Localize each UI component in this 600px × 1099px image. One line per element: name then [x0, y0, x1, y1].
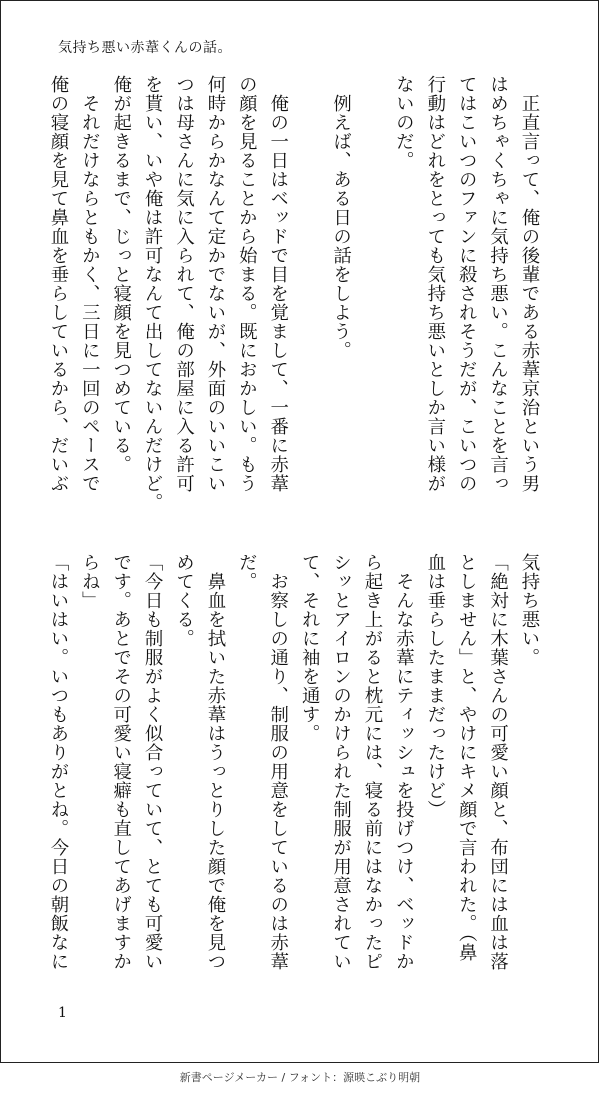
page-number: 1 [58, 1005, 67, 1021]
page-header-title: 気持ち悪い赤葦くんの話。 [58, 40, 232, 56]
footer-credit: 新書ページメーカー / フォント：源暎こぶり明朝 [179, 1071, 421, 1084]
body-text-upper: 正直言って、俺の後輩である赤葦京治という男 はめちゃくちゃに気持ち悪い。こんなことを言っ てはこいつのファンに殺されそうだが、こいつの 行動はどれをとっても気持ち悪いとしか言い様が ないのだ。 例えば、ある日の話をしよう。 俺の一日はベッドで目を覚まして、一番に赤葦 の顔を見ることから始まる。既におかしい。もう 何時からかなんて定かでないが、外面のいいこい つは母さんに気に入られて、俺の部屋に入る許可 を貰い、いや俺は許可なんて出してないんだけど。 俺が起きるまで、じっと寝顔を見つめている。 それだけならともかく、三日に一回のペースで 俺の寝顔を見て鼻血を垂らしているから、だいぶ [47, 75, 540, 512]
body-text-lower: 気持ち悪い。 「絶対に木葉さんの可愛い顔と、布団には血は落 としません」と、やけにキメ顔で言われた。（鼻 血は垂らしたままだったけど） そんな赤葦にティッシュを投げつけ、ベッドか ら起き上がると枕元には、寝る前にはなかったピ シッとアイロンのかけられた制服が用意されてい て、それに袖を通す。 お察しの通り、制服の用意をしているのは赤葦 だ。 鼻血を拭いた赤葦はうっとりした顔で俺を見つ めてくる。 「今日も制服がよく似合っていて、とても可愛い です。あとでその可愛い寝癖も直してあげますか らね」 「はいはい。いつもありがとね。今日の朝飯なに [47, 553, 540, 971]
